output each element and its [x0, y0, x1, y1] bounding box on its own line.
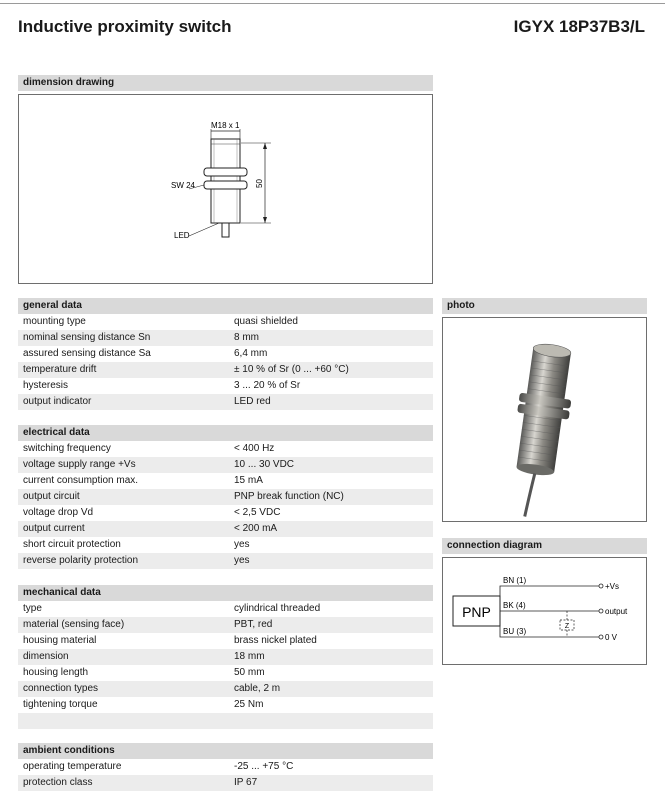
connection-diagram-frame: [442, 557, 647, 665]
dimension-drawing-heading: dimension drawing: [18, 75, 433, 91]
length-label: 50: [255, 179, 264, 188]
table-row: short circuit protection yes: [23, 539, 250, 550]
table-row: current consumption max. 15 mA: [23, 475, 263, 486]
general-data-heading: general data: [18, 298, 433, 314]
led-label: LED: [174, 231, 190, 240]
terminal-vs-label: +Vs: [605, 582, 620, 591]
electrical-data-table: [18, 441, 433, 569]
dimension-drawing-frame: [18, 94, 433, 284]
table-row: housing length 50 mm: [23, 667, 265, 678]
load-label: Z: [564, 623, 570, 630]
table-row: voltage drop Vd < 2,5 VDC: [23, 507, 281, 518]
table-row: hysteresis 3 ... 20 % of Sr: [23, 380, 301, 391]
table-row: dimension 18 mm: [18, 649, 433, 665]
connection-diagram: [443, 558, 646, 664]
dimension-drawing: [19, 95, 432, 283]
table-row: nominal sensing distance Sn 8 mm: [18, 330, 433, 346]
wire-bu-label: BU (3): [503, 627, 527, 636]
table-row: housing material brass nickel plated: [23, 635, 317, 646]
electrical-data-heading: electrical data: [18, 425, 433, 441]
table-row: output indicator LED red: [18, 394, 433, 410]
ambient-conditions-heading: ambient conditions: [18, 743, 433, 759]
photo-frame: [442, 317, 647, 522]
terminal-output-label: output: [605, 607, 628, 616]
top-rule: [0, 3, 665, 4]
table-row: protection class IP 67: [18, 775, 433, 791]
table-row: voltage supply range +Vs 10 ... 30 VDC: [18, 457, 433, 473]
table-row: operating temperature -25 ... +75 °C: [23, 761, 294, 772]
general-data-table: [18, 314, 433, 410]
table-row: switching frequency < 400 Hz: [23, 443, 275, 454]
model-number: IGYX 18P37B3/L: [513, 17, 645, 36]
page-title: Inductive proximity switch: [18, 17, 232, 36]
table-row: tightening torque 25 Nm: [23, 699, 264, 710]
table-row: output current < 200 mA: [18, 521, 433, 537]
terminal-0v-label: 0 V: [605, 633, 618, 642]
ambient-conditions-table: [18, 759, 433, 791]
table-row: output circuit PNP break function (NC): [18, 489, 433, 505]
table-row: material (sensing face) PBT, red: [18, 617, 433, 633]
pnp-box-label: PNP: [462, 604, 491, 620]
table-row: connection types cable, 2 m: [18, 681, 433, 697]
connection-diagram-heading: connection diagram: [442, 538, 647, 554]
wire-bk-label: BK (4): [503, 601, 526, 610]
photo-heading: photo: [442, 298, 647, 314]
wrench-size-label: SW 24: [171, 181, 196, 190]
mechanical-data-table: [18, 601, 433, 729]
table-row: mounting type quasi shielded: [23, 316, 298, 327]
mechanical-data-heading: mechanical data: [18, 585, 433, 601]
sensor-photo: [443, 318, 646, 521]
table-row: assured sensing distance Sa 6,4 mm: [23, 348, 268, 359]
table-row: temperature drift ± 10 % of Sr (0 ... +60 °C): [18, 362, 433, 378]
table-row: type cylindrical threaded: [23, 603, 321, 614]
thread-label: M18 x 1: [211, 121, 240, 130]
table-row: reverse polarity protection yes: [18, 553, 433, 569]
table-row-empty: [18, 713, 433, 729]
wire-bn-label: BN (1): [503, 576, 527, 585]
